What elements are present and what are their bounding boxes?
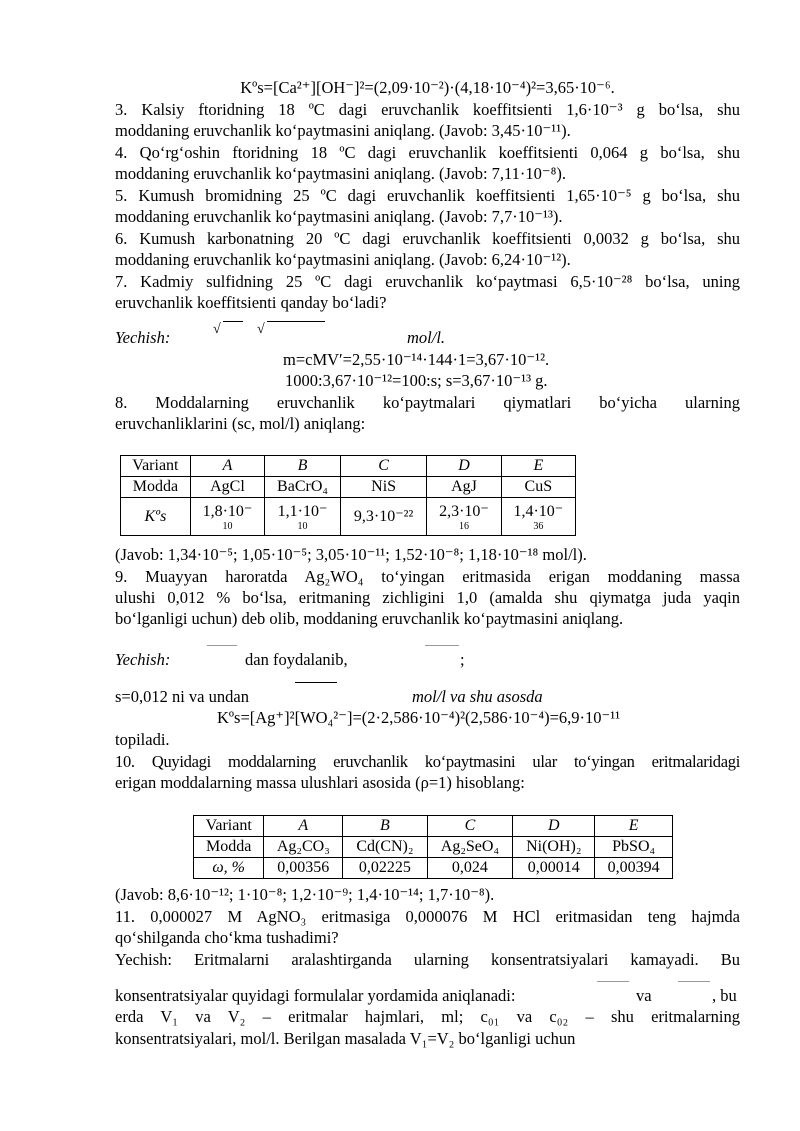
problem-11-line-1: 11. 0,000027 M AgNO₃ eritmasiga 0,000076 M HCl eritmasidan teng hajmda [115, 907, 740, 926]
problem-10-line-2: erigan moddalarning massa ulushlari asosida (ρ=1) hisoblang: [115, 773, 525, 792]
table-cell: A [264, 816, 343, 837]
fraction-bar [425, 645, 459, 647]
unit-moll: mol/l. [407, 328, 446, 347]
solution-7-label: Yechish: [115, 328, 171, 347]
problem-3-line-2: moddaning eruvchanlik ko‘paytmasini aniqlang. (Javob: 3,45·10⁻¹¹). [115, 121, 571, 140]
problem-11-line-4: konsentratsiyalar quyidagi formulalar yordamida aniqlanadi: [115, 986, 516, 1005]
table-cell: PbSO₄ [595, 837, 673, 858]
table-problem-8 [120, 455, 576, 536]
table-cell: C [340, 456, 426, 477]
problem-9-line-1: 9. Muayyan haroratda Ag₂WO₄ to‘yingan eritmasida erigan moddaning massa [115, 567, 740, 586]
table-cell: Variant [121, 456, 191, 477]
table-cell: 0,00356 [264, 858, 343, 879]
problem-11-line-3: Yechish: Eritmalarni aralashtirganda ularning konsentratsiyalari kamayadi. Bu [115, 950, 740, 969]
table-cell [501, 498, 575, 536]
cell-value: 1,4·10⁻ [513, 502, 564, 520]
fraction-bar [295, 682, 337, 684]
sqrt-bar [223, 321, 243, 323]
table-cell: NiS [340, 477, 426, 498]
problem-11-line-2: qo‘shilganda cho‘kma tushadimi? [115, 928, 339, 947]
cell-exponent: 36 [533, 520, 544, 532]
table-cell: BaCrO₄ [265, 477, 341, 498]
problem-10-line-1: 10. Quyidagi moddalarning eruvchanlik ko‘paytmasini ular to‘yingan eritmalaridagi [115, 752, 740, 771]
cell-value: 2,3·10⁻ [439, 502, 489, 520]
text-foydalanib: dan foydalanib, [245, 650, 348, 669]
table-row [121, 498, 576, 536]
table-cell: 0,00394 [595, 858, 673, 879]
table-header-row [121, 456, 576, 477]
table-header-row [194, 816, 673, 837]
table-cell: Ag₂SeO₄ [427, 837, 513, 858]
text-bu: , bu [712, 986, 737, 1005]
table-cell: B [265, 456, 341, 477]
table-cell: D [513, 816, 595, 837]
problem-11-line-6: konsentratsiyalari, mol/l. Berilgan masalada V₁=V₂ bo‘lganligi uchun [115, 1029, 576, 1048]
table-cell: A [190, 456, 264, 477]
text-topiladi: topiladi. [115, 730, 170, 749]
table-row [194, 837, 673, 858]
table-cell: AgJ [427, 477, 501, 498]
sqrt-bar [267, 321, 325, 323]
table-cell: 0,024 [427, 858, 513, 879]
semicolon: ; [460, 650, 465, 669]
fraction-bar [597, 981, 629, 983]
problem-7-line-1: 7. Kadmiy sulfidning 25 ºC dagi eruvchanlik ko‘paytmasi 6,5·10⁻²⁸ bo‘lsa, uning [115, 272, 740, 291]
table-cell: Cd(CN)₂ [343, 837, 427, 858]
problem-7-line-2: eruvchanlik koeffitsienti qanday bo‘ladi? [115, 293, 387, 312]
table-cell: D [427, 456, 501, 477]
text-moll-asosda: mol/l va shu asosda [412, 687, 543, 706]
fraction-bar [207, 645, 237, 647]
problem-9-line-3: bo‘lganligi uchun) deb olib, moddaning eruvchanlik ko‘paytmasini aniqlang. [115, 609, 624, 628]
table-cell: 0,02225 [343, 858, 427, 879]
problem-6-line-1: 6. Kumush karbonatning 20 ºC dagi eruvchanlik koeffitsienti 0,0032 g bo‘lsa, shu [115, 229, 740, 248]
problem-11-line-5: erda V₁ va V₂ – eritmalar hajmlari, ml; c₀₁ va c₀₂ – shu eritmalarning [115, 1007, 740, 1026]
table-cell: CuS [501, 477, 575, 498]
cell-exponent: 10 [297, 520, 308, 532]
equation-ks-caoh: Kºs=[Ca²⁺][OH⁻]²=(2,09·10⁻²)·(4,18·10⁻⁴)²=3,65·10⁻⁶. [240, 78, 615, 97]
fraction-bar [678, 981, 710, 983]
problem-8-line-1: 8. Moddalarning eruvchanlik ko‘paytmalari qiymatlari bo‘yicha ularning [115, 393, 740, 412]
table-cell: Modda [194, 837, 264, 858]
table-cell: AgCl [190, 477, 264, 498]
table-row [194, 858, 673, 879]
table-cell: E [501, 456, 575, 477]
problem-6-line-2: moddaning eruvchanlik ko‘paytmasini aniqlang. (Javob: 6,24·10⁻¹²). [115, 250, 571, 269]
cell-value: 1,1·10⁻ [277, 502, 328, 520]
solution-9-label: Yechish: [115, 650, 171, 669]
problem-4-line-2: moddaning eruvchanlik ko‘paytmasini aniqlang. (Javob: 7,11·10⁻⁸). [115, 164, 567, 183]
table-cell [265, 498, 341, 536]
table-row [121, 477, 576, 498]
problem-3-line-1: 3. Kalsiy ftoridning 18 ºC dagi eruvchanlik koeffitsienti 1,6·10⁻³ g bo‘lsa, shu [115, 100, 740, 119]
equation-solubility: 1000:3,67·10⁻¹²=100:s; s=3,67·10⁻¹³ g. [285, 371, 548, 390]
table-cell: 9,3·10⁻²² [340, 498, 426, 536]
table-cell: Ni(OH)₂ [513, 837, 595, 858]
table-cell: B [343, 816, 427, 837]
problem-9-line-2: ulushi 0,012 % bo‘lsa, eritmaning zichligini 1,0 (amalda shu qiymatga juda yaqin [115, 588, 740, 607]
answer-10: (Javob: 8,6·10⁻¹²; 1·10⁻⁸; 1,2·10⁻⁹; 1,4·10⁻¹⁴; 1,7·10⁻⁸). [115, 885, 495, 904]
text-s-value: s=0,012 ni va undan [115, 687, 249, 706]
table-cell: Kºs [121, 498, 191, 536]
cell-value: 1,8·10⁻ [202, 502, 253, 520]
table-cell: C [427, 816, 513, 837]
cell-exponent: 16 [458, 520, 469, 532]
text-va: va [636, 986, 652, 1005]
problem-5-line-2: moddaning eruvchanlik ko‘paytmasini aniqlang. (Javob: 7,7·10⁻¹³). [115, 207, 563, 226]
problem-8-line-2: eruvchanliklarini (sc, mol/l) aniqlang: [115, 414, 366, 433]
problem-4-line-1: 4. Qo‘rg‘oshin ftoridning 18 ºC dagi eruvchanlik koeffitsienti 0,064 g bo‘lsa, shu [115, 143, 740, 162]
cell-exponent: 10 [222, 520, 233, 532]
table-cell: Variant [194, 816, 264, 837]
equation-mass: m=cMV′=2,55·10⁻¹⁴·144·1=3,67·10⁻¹². [283, 350, 550, 369]
table-problem-10 [193, 815, 673, 879]
answer-8: (Javob: 1,34·10⁻⁵; 1,05·10⁻⁵; 3,05·10⁻¹¹; 1,52·10⁻⁸; 1,18·10⁻¹⁸ mol/l). [115, 545, 587, 564]
table-cell [427, 498, 501, 536]
sqrt-symbol: √ [213, 322, 221, 337]
sqrt-symbol: √ [257, 322, 265, 337]
problem-5-line-1: 5. Kumush bromidning 25 ºC dagi eruvchanlik koeffitsienti 1,65·10⁻⁵ g bo‘lsa, shu [115, 186, 740, 205]
table-cell: ω, % [194, 858, 264, 879]
equation-ks-ag2wo4: Kºs=[Ag⁺]²[WO₄²⁻]=(2·2,586·10⁻⁴)²(2,586·10⁻⁴)=6,9·10⁻¹¹ [217, 708, 621, 727]
table-cell: Ag₂CO₃ [264, 837, 343, 858]
table-cell: E [595, 816, 673, 837]
table-cell: Modda [121, 477, 191, 498]
table-cell [190, 498, 264, 536]
table-cell: 0,00014 [513, 858, 595, 879]
